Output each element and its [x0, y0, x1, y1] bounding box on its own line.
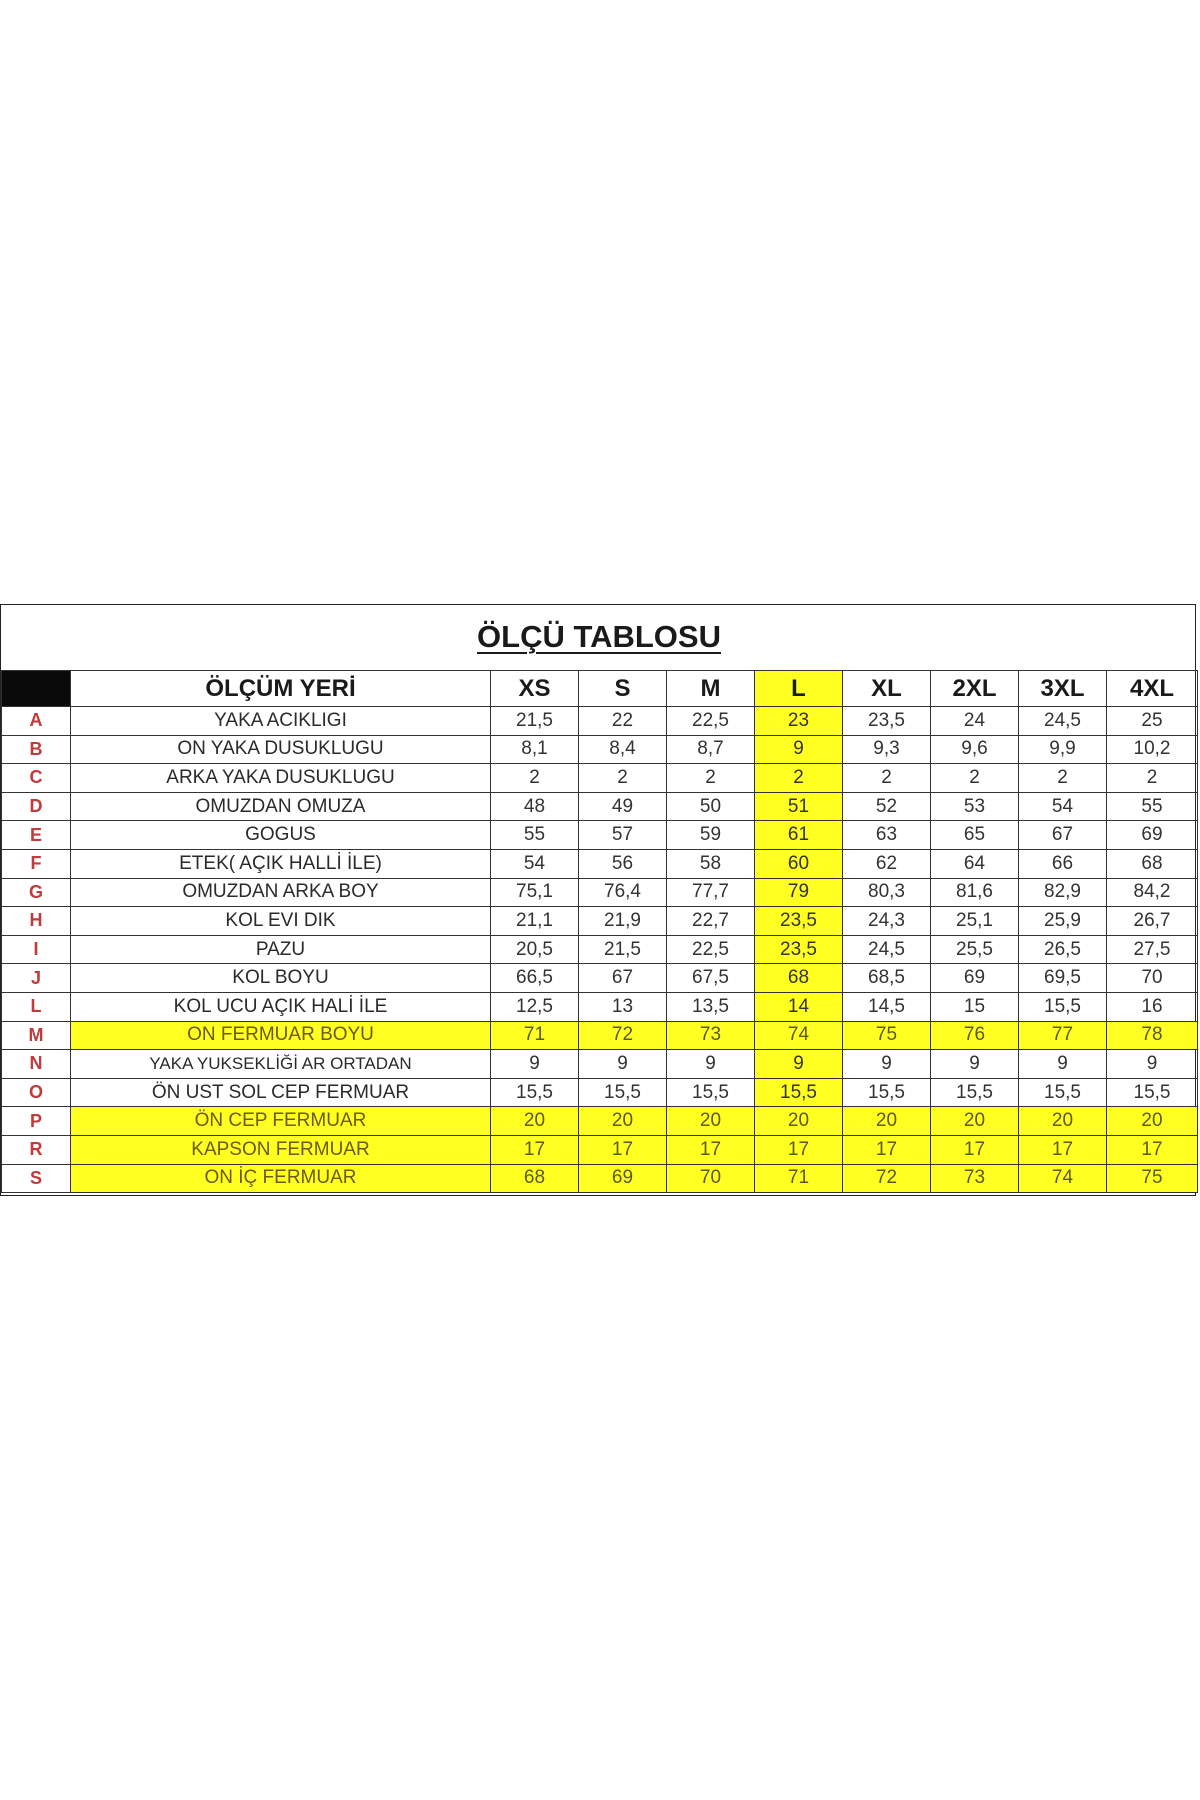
- value-cell: 80,3: [843, 878, 931, 907]
- table-row: [2, 792, 1198, 821]
- row-label: KAPSON FERMUAR: [71, 1135, 491, 1164]
- value-cell: 26,7: [1107, 907, 1198, 936]
- row-letter: S: [2, 1164, 71, 1193]
- value-cell: 10,2: [1107, 735, 1198, 764]
- value-cell: 9,6: [931, 735, 1019, 764]
- value-cell: 23,5: [755, 935, 843, 964]
- value-cell: 69: [931, 964, 1019, 993]
- value-cell: 73: [931, 1164, 1019, 1193]
- value-cell: 24,5: [843, 935, 931, 964]
- value-cell: 25: [1107, 707, 1198, 736]
- table-row: [2, 764, 1198, 793]
- value-cell: 81,6: [931, 878, 1019, 907]
- value-cell: 69: [579, 1164, 667, 1193]
- value-cell: 9: [755, 1050, 843, 1079]
- value-cell: 8,1: [491, 735, 579, 764]
- value-cell: 13,5: [667, 992, 755, 1021]
- value-cell: 12,5: [491, 992, 579, 1021]
- value-cell: 60: [755, 849, 843, 878]
- value-cell: 58: [667, 849, 755, 878]
- value-cell: 65: [931, 821, 1019, 850]
- measurement-header: ÖLÇÜM YERİ: [71, 671, 491, 707]
- table-body: [2, 707, 1198, 1193]
- value-cell: 17: [931, 1135, 1019, 1164]
- row-label: YAKA YUKSEKLİĞİ AR ORTADAN: [71, 1050, 491, 1079]
- row-label: ON İÇ FERMUAR: [71, 1164, 491, 1193]
- value-cell: 70: [1107, 964, 1198, 993]
- table-row: [2, 1164, 1198, 1193]
- value-cell: 68: [491, 1164, 579, 1193]
- row-letter: G: [2, 878, 71, 907]
- value-cell: 9: [491, 1050, 579, 1079]
- value-cell: 9: [667, 1050, 755, 1079]
- value-cell: 22,5: [667, 707, 755, 736]
- value-cell: 2: [579, 764, 667, 793]
- value-cell: 24,5: [1019, 707, 1107, 736]
- value-cell: 71: [755, 1164, 843, 1193]
- value-cell: 2: [491, 764, 579, 793]
- size-header-xl: XL: [843, 671, 931, 707]
- row-label: ETEK( AÇIK HALLİ İLE): [71, 849, 491, 878]
- chart-title-bar: [1, 605, 1197, 669]
- value-cell: 9: [931, 1050, 1019, 1079]
- row-letter: H: [2, 907, 71, 936]
- value-cell: 20: [931, 1107, 1019, 1136]
- table-row: [2, 1021, 1198, 1050]
- row-label: ON YAKA DUSUKLUGU: [71, 735, 491, 764]
- row-letter: A: [2, 707, 71, 736]
- value-cell: 61: [755, 821, 843, 850]
- value-cell: 20,5: [491, 935, 579, 964]
- row-label: YAKA ACIKLIGI: [71, 707, 491, 736]
- value-cell: 2: [843, 764, 931, 793]
- value-cell: 75,1: [491, 878, 579, 907]
- row-label: OMUZDAN OMUZA: [71, 792, 491, 821]
- size-header-l: L: [755, 671, 843, 707]
- value-cell: 54: [1019, 792, 1107, 821]
- row-label: KOL BOYU: [71, 964, 491, 993]
- value-cell: 17: [1019, 1135, 1107, 1164]
- row-label: ÖN UST SOL CEP FERMUAR: [71, 1078, 491, 1107]
- value-cell: 63: [843, 821, 931, 850]
- value-cell: 68: [1107, 849, 1198, 878]
- value-cell: 27,5: [1107, 935, 1198, 964]
- corner-cell: [2, 671, 71, 707]
- value-cell: 75: [843, 1021, 931, 1050]
- value-cell: 20: [491, 1107, 579, 1136]
- value-cell: 22: [579, 707, 667, 736]
- row-letter: P: [2, 1107, 71, 1136]
- value-cell: 57: [579, 821, 667, 850]
- row-label: ÖN CEP FERMUAR: [71, 1107, 491, 1136]
- value-cell: 76: [931, 1021, 1019, 1050]
- value-cell: 67,5: [667, 964, 755, 993]
- value-cell: 25,1: [931, 907, 1019, 936]
- row-letter: I: [2, 935, 71, 964]
- value-cell: 20: [667, 1107, 755, 1136]
- value-cell: 2: [931, 764, 1019, 793]
- size-chart: [0, 604, 1196, 1196]
- row-letter: N: [2, 1050, 71, 1079]
- value-cell: 51: [755, 792, 843, 821]
- value-cell: 69: [1107, 821, 1198, 850]
- value-cell: 62: [843, 849, 931, 878]
- value-cell: 9: [1107, 1050, 1198, 1079]
- value-cell: 70: [667, 1164, 755, 1193]
- row-letter: J: [2, 964, 71, 993]
- value-cell: 2: [1107, 764, 1198, 793]
- value-cell: 15,5: [1019, 1078, 1107, 1107]
- value-cell: 25,9: [1019, 907, 1107, 936]
- value-cell: 67: [579, 964, 667, 993]
- size-header-4xl: 4XL: [1107, 671, 1198, 707]
- value-cell: 9: [579, 1050, 667, 1079]
- value-cell: 55: [491, 821, 579, 850]
- value-cell: 79: [755, 878, 843, 907]
- value-cell: 52: [843, 792, 931, 821]
- value-cell: 17: [755, 1135, 843, 1164]
- value-cell: 21,5: [579, 935, 667, 964]
- table-row: [2, 1078, 1198, 1107]
- value-cell: 78: [1107, 1021, 1198, 1050]
- value-cell: 74: [755, 1021, 843, 1050]
- row-label: PAZU: [71, 935, 491, 964]
- table-row: [2, 935, 1198, 964]
- table-row: [2, 1050, 1198, 1079]
- value-cell: 54: [491, 849, 579, 878]
- value-cell: 72: [843, 1164, 931, 1193]
- value-cell: 2: [667, 764, 755, 793]
- value-cell: 55: [1107, 792, 1198, 821]
- size-header-2xl: 2XL: [931, 671, 1019, 707]
- value-cell: 8,7: [667, 735, 755, 764]
- value-cell: 21,1: [491, 907, 579, 936]
- header-row: [2, 671, 1198, 707]
- value-cell: 68: [755, 964, 843, 993]
- value-cell: 48: [491, 792, 579, 821]
- value-cell: 21,9: [579, 907, 667, 936]
- table-row: [2, 907, 1198, 936]
- value-cell: 9: [1019, 1050, 1107, 1079]
- value-cell: 15,5: [931, 1078, 1019, 1107]
- value-cell: 66,5: [491, 964, 579, 993]
- value-cell: 49: [579, 792, 667, 821]
- table-row: [2, 849, 1198, 878]
- value-cell: 9: [755, 735, 843, 764]
- value-cell: 20: [843, 1107, 931, 1136]
- value-cell: 16: [1107, 992, 1198, 1021]
- value-cell: 69,5: [1019, 964, 1107, 993]
- row-letter: E: [2, 821, 71, 850]
- value-cell: 50: [667, 792, 755, 821]
- value-cell: 15,5: [1019, 992, 1107, 1021]
- value-cell: 59: [667, 821, 755, 850]
- value-cell: 8,4: [579, 735, 667, 764]
- value-cell: 67: [1019, 821, 1107, 850]
- value-cell: 71: [491, 1021, 579, 1050]
- value-cell: 20: [1107, 1107, 1198, 1136]
- table-row: [2, 1107, 1198, 1136]
- value-cell: 23,5: [755, 907, 843, 936]
- value-cell: 22,7: [667, 907, 755, 936]
- value-cell: 17: [843, 1135, 931, 1164]
- row-label: GOGUS: [71, 821, 491, 850]
- value-cell: 82,9: [1019, 878, 1107, 907]
- value-cell: 14,5: [843, 992, 931, 1021]
- size-header-s: S: [579, 671, 667, 707]
- value-cell: 17: [491, 1135, 579, 1164]
- value-cell: 2: [1019, 764, 1107, 793]
- value-cell: 14: [755, 992, 843, 1021]
- row-label: KOL EVI DIK: [71, 907, 491, 936]
- value-cell: 74: [1019, 1164, 1107, 1193]
- row-letter: R: [2, 1135, 71, 1164]
- row-letter: D: [2, 792, 71, 821]
- value-cell: 15,5: [843, 1078, 931, 1107]
- value-cell: 15: [931, 992, 1019, 1021]
- value-cell: 75: [1107, 1164, 1198, 1193]
- value-cell: 64: [931, 849, 1019, 878]
- row-letter: O: [2, 1078, 71, 1107]
- value-cell: 23: [755, 707, 843, 736]
- value-cell: 15,5: [579, 1078, 667, 1107]
- value-cell: 17: [667, 1135, 755, 1164]
- value-cell: 66: [1019, 849, 1107, 878]
- value-cell: 25,5: [931, 935, 1019, 964]
- value-cell: 23,5: [843, 707, 931, 736]
- value-cell: 2: [755, 764, 843, 793]
- table-row: [2, 1135, 1198, 1164]
- value-cell: 17: [1107, 1135, 1198, 1164]
- table-row: [2, 964, 1198, 993]
- value-cell: 15,5: [755, 1078, 843, 1107]
- value-cell: 77,7: [667, 878, 755, 907]
- table-row: [2, 992, 1198, 1021]
- value-cell: 9,9: [1019, 735, 1107, 764]
- value-cell: 73: [667, 1021, 755, 1050]
- row-letter: B: [2, 735, 71, 764]
- value-cell: 20: [579, 1107, 667, 1136]
- value-cell: 15,5: [667, 1078, 755, 1107]
- value-cell: 84,2: [1107, 878, 1198, 907]
- value-cell: 20: [755, 1107, 843, 1136]
- value-cell: 9: [843, 1050, 931, 1079]
- row-label: ON FERMUAR BOYU: [71, 1021, 491, 1050]
- row-letter: C: [2, 764, 71, 793]
- size-table: [1, 670, 1198, 1193]
- value-cell: 15,5: [1107, 1078, 1198, 1107]
- value-cell: 24,3: [843, 907, 931, 936]
- value-cell: 21,5: [491, 707, 579, 736]
- value-cell: 72: [579, 1021, 667, 1050]
- row-label: OMUZDAN ARKA BOY: [71, 878, 491, 907]
- row-label: KOL UCU AÇIK HALİ İLE: [71, 992, 491, 1021]
- value-cell: 68,5: [843, 964, 931, 993]
- value-cell: 53: [931, 792, 1019, 821]
- table-row: [2, 707, 1198, 736]
- size-header-xs: XS: [491, 671, 579, 707]
- value-cell: 56: [579, 849, 667, 878]
- size-header-3xl: 3XL: [1019, 671, 1107, 707]
- value-cell: 20: [1019, 1107, 1107, 1136]
- chart-title: ÖLÇÜ TABLOSU: [477, 619, 721, 654]
- value-cell: 76,4: [579, 878, 667, 907]
- value-cell: 26,5: [1019, 935, 1107, 964]
- value-cell: 24: [931, 707, 1019, 736]
- value-cell: 22,5: [667, 935, 755, 964]
- row-letter: L: [2, 992, 71, 1021]
- table-row: [2, 735, 1198, 764]
- row-letter: M: [2, 1021, 71, 1050]
- row-letter: F: [2, 849, 71, 878]
- value-cell: 9,3: [843, 735, 931, 764]
- size-header-m: M: [667, 671, 755, 707]
- value-cell: 17: [579, 1135, 667, 1164]
- value-cell: 15,5: [491, 1078, 579, 1107]
- value-cell: 13: [579, 992, 667, 1021]
- row-label: ARKA YAKA DUSUKLUGU: [71, 764, 491, 793]
- table-row: [2, 821, 1198, 850]
- value-cell: 77: [1019, 1021, 1107, 1050]
- table-row: [2, 878, 1198, 907]
